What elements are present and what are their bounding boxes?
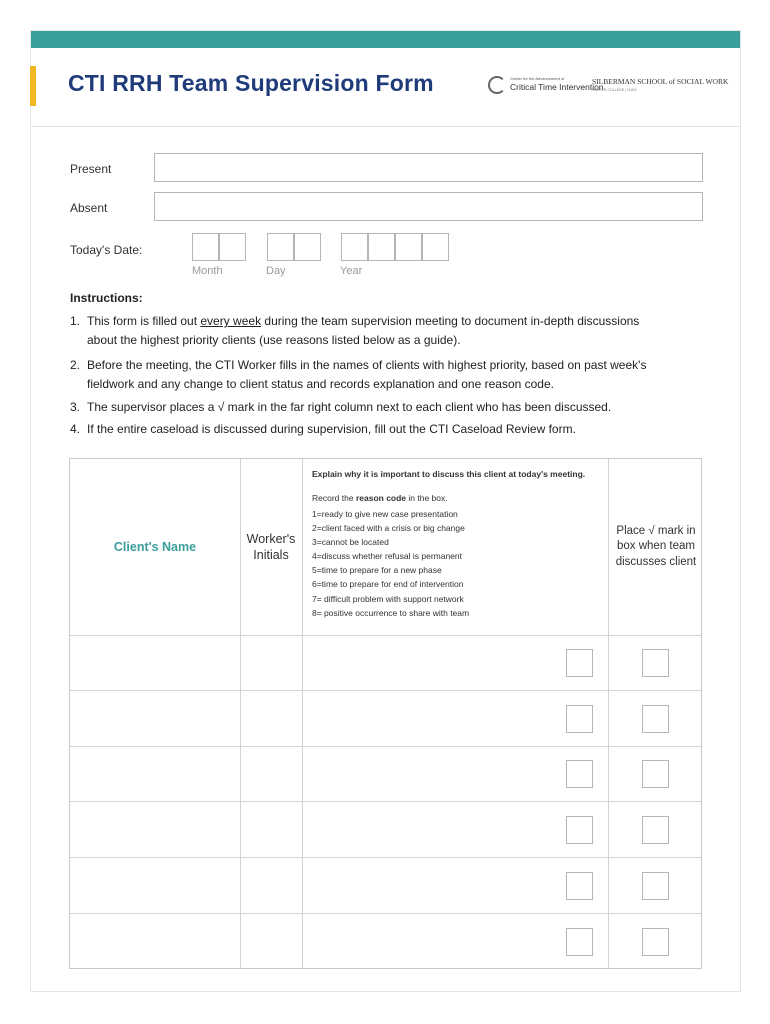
day-digit-2[interactable] — [294, 233, 321, 261]
instruction-number: 1. — [70, 314, 81, 328]
supervision-table — [69, 458, 702, 969]
title-accent — [30, 66, 36, 106]
record-post: in the box. — [406, 493, 448, 503]
instruction-text: If the entire caseload is discussed during supervision, fill out the CTI Caseload Review form. — [87, 422, 576, 436]
instruction-underlined: every week — [200, 314, 262, 328]
reason-code-box[interactable] — [566, 760, 593, 788]
instruction-continuation: fieldwork and any change to client status and records explanation and one reason code. — [87, 377, 554, 391]
cti-logo — [488, 75, 604, 97]
cti-logo-icon — [488, 76, 506, 94]
record-pre: Record the — [312, 493, 356, 503]
header-initials-line-2: Initials — [253, 548, 289, 562]
header-explanation — [312, 469, 602, 620]
explain-question: Explain why it is important to discuss this client at today's meeting. — [312, 469, 586, 479]
instruction-1 — [70, 312, 710, 350]
reason-code: 3=cannot be located — [312, 537, 389, 548]
day-digit-1[interactable] — [267, 233, 294, 261]
row-divider — [70, 746, 701, 747]
instruction-2 — [70, 356, 710, 394]
discussed-checkbox[interactable] — [642, 928, 669, 956]
absent-field[interactable] — [154, 192, 703, 221]
month-digit-1[interactable] — [192, 233, 219, 261]
date-label: Today's Date: — [70, 243, 143, 257]
instruction-number: 2. — [70, 358, 81, 372]
row-divider — [70, 690, 701, 691]
discussed-checkbox[interactable] — [642, 649, 669, 677]
instruction-number: 3. — [70, 400, 81, 414]
year-digit-3[interactable] — [395, 233, 422, 261]
row-divider — [70, 857, 701, 858]
silberman-logo — [592, 77, 729, 95]
discussed-checkbox[interactable] — [642, 705, 669, 733]
row-divider — [70, 913, 701, 914]
reason-code: 7= difficult problem with support network — [312, 593, 464, 604]
header-divider — [30, 126, 741, 127]
cti-logo-small-text: Center for the Advancement of — [510, 76, 565, 81]
row-divider — [70, 635, 701, 636]
record-instruction — [312, 493, 602, 503]
month-digit-2[interactable] — [219, 233, 246, 261]
silberman-logo-subtext: HUNTER COLLEGE | CUNY — [592, 88, 637, 92]
reason-code: 8= positive occurrence to share with team — [312, 607, 470, 618]
record-bold: reason code — [355, 493, 407, 503]
instruction-text: Before the meeting, the CTI Worker fills in the names of clients with highest priority, based on past week's — [87, 358, 647, 372]
instruction-text: during the team supervision meeting to document in-depth discussions — [261, 314, 640, 328]
discussed-checkbox[interactable] — [642, 872, 669, 900]
cti-logo-text: Critical Time Intervention — [510, 82, 604, 92]
reason-code-box[interactable] — [566, 705, 593, 733]
year-label: Year — [340, 265, 363, 277]
reason-code-box[interactable] — [566, 928, 593, 956]
year-digit-1[interactable] — [341, 233, 368, 261]
discussed-checkbox[interactable] — [642, 760, 669, 788]
discussed-checkbox[interactable] — [642, 816, 669, 844]
month-label: Month — [192, 265, 223, 277]
instructions-title: Instructions: — [70, 291, 143, 305]
silberman-logo-text: SILBERMAN SCHOOL of SOCIAL WORK — [592, 77, 729, 86]
header-worker-initials — [240, 459, 302, 635]
year-digit-4[interactable] — [422, 233, 449, 261]
absent-label: Absent — [70, 201, 108, 215]
reason-code-box[interactable] — [566, 649, 593, 677]
header-discussed-mark: Place √ mark in box when team discusses client — [615, 524, 697, 568]
present-field[interactable] — [154, 153, 703, 182]
reason-code: 6=time to prepare for end of intervention — [312, 579, 464, 590]
instruction-text: This form is filled out — [87, 314, 201, 328]
reason-code-box[interactable] — [566, 816, 593, 844]
instruction-number: 4. — [70, 422, 81, 436]
reason-code: 5=time to prepare for a new phase — [312, 565, 442, 576]
day-label: Day — [266, 265, 286, 277]
row-divider — [70, 801, 701, 802]
instruction-3 — [70, 398, 710, 417]
instruction-text: The supervisor places a √ mark in the far right column next to each client who has been discussed. — [87, 400, 612, 414]
header-client-name: Client's Name — [113, 540, 197, 554]
reason-code-box[interactable] — [566, 872, 593, 900]
reason-code: 2=client faced with a crisis or big change — [312, 523, 465, 534]
instruction-4 — [70, 420, 710, 439]
column-divider — [302, 459, 303, 968]
reason-code: 4=discuss whether refusal is permanent — [312, 551, 463, 562]
instruction-continuation: about the highest priority clients (use reasons listed below as a guide). — [87, 333, 461, 347]
present-label: Present — [70, 162, 112, 176]
form-title: CTI RRH Team Supervision Form — [68, 70, 434, 96]
header-initials-line-1: Worker's — [246, 532, 296, 546]
year-digit-2[interactable] — [368, 233, 395, 261]
reason-code: 1=ready to give new case presentation — [312, 509, 458, 519]
